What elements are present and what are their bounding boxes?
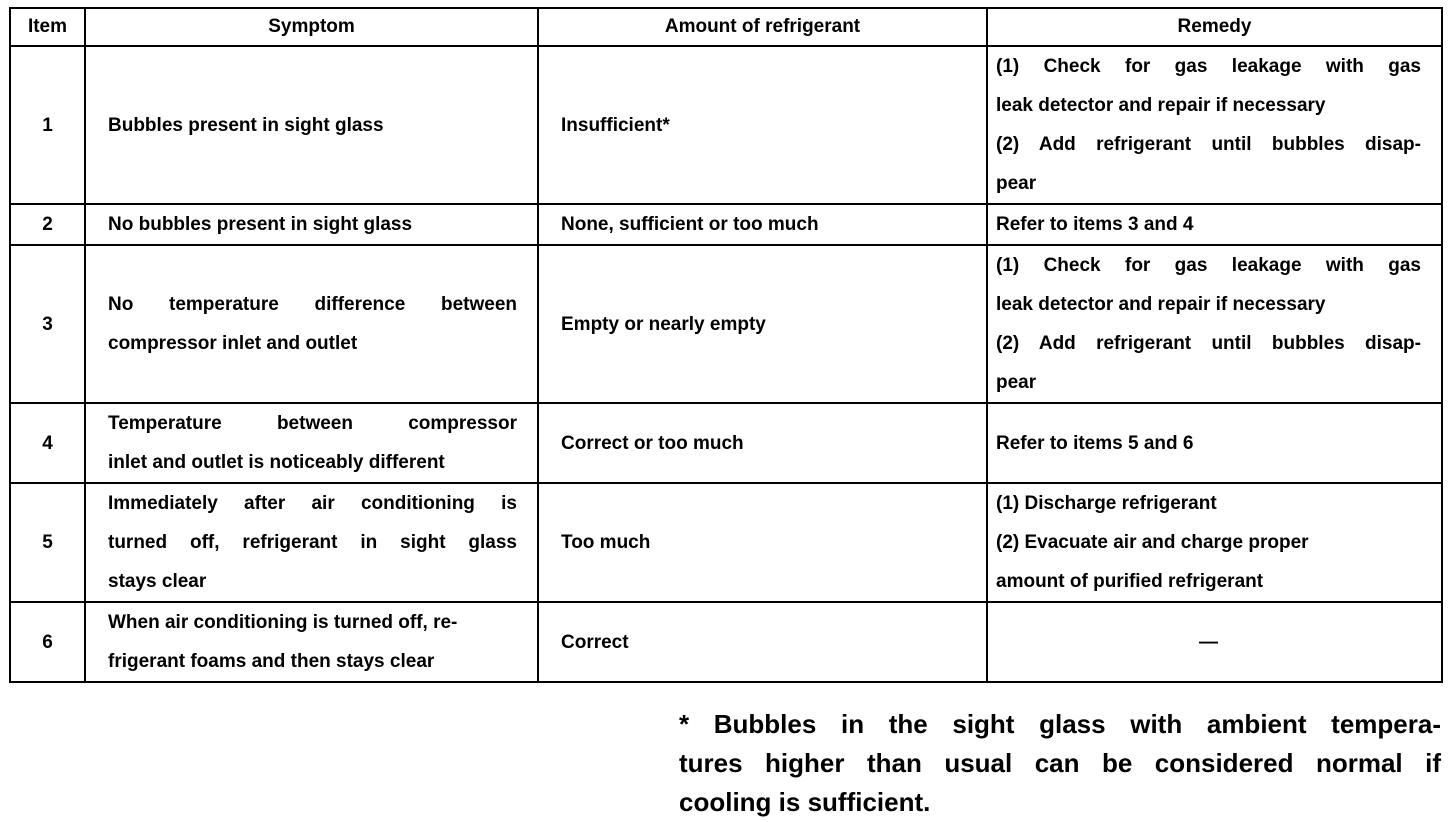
table-row (10, 46, 1442, 204)
amount-cell: Too much (538, 483, 987, 602)
symptom-cell (85, 245, 538, 403)
symptom-line: No temperature difference between (108, 294, 517, 315)
remedy-line: pear (996, 372, 1037, 393)
item-number: 5 (10, 483, 85, 602)
remedy-line: leak detector and repair if necessary (996, 294, 1326, 315)
amount-cell: Insufficient* (538, 46, 987, 204)
remedy-line: (1) Check for gas leakage with gas (996, 255, 1421, 276)
header-item: Item (10, 8, 85, 46)
footnote-line: * Bubbles in the sight glass with ambient tempera- (679, 709, 1441, 739)
table-row (10, 602, 1442, 682)
symptom-cell (85, 483, 538, 602)
item-number: 4 (10, 403, 85, 483)
symptom-line: stays clear (108, 571, 207, 592)
remedy-line: (2) Add refrigerant until bubbles disap- (996, 134, 1421, 155)
symptom-line: Temperature between compressor (108, 413, 517, 434)
remedy-line: (1) Discharge refrigerant (996, 493, 1217, 514)
table-row (10, 403, 1442, 483)
remedy-line: (2) Evacuate air and charge proper (996, 532, 1309, 553)
amount-cell: Correct (538, 602, 987, 682)
item-number: 1 (10, 46, 85, 204)
remedy-cell (987, 46, 1442, 204)
header-symptom: Symptom (85, 8, 538, 46)
remedy-cell: Refer to items 3 and 4 (987, 204, 1442, 245)
symptom-line: compressor inlet and outlet (108, 333, 358, 354)
remedy-line: (2) Add refrigerant until bubbles disap- (996, 333, 1421, 354)
symptom-cell: No bubbles present in sight glass (85, 204, 538, 245)
symptom-cell (85, 403, 538, 483)
remedy-line: leak detector and repair if necessary (996, 95, 1326, 116)
header-amount: Amount of refrigerant (538, 8, 987, 46)
remedy-cell (987, 483, 1442, 602)
amount-cell: Correct or too much (538, 403, 987, 483)
remedy-line: amount of purified refrigerant (996, 571, 1264, 592)
table-row (10, 204, 1442, 245)
amount-cell: Empty or nearly empty (538, 245, 987, 403)
header-remedy: Remedy (987, 8, 1442, 46)
amount-cell: None, sufficient or too much (538, 204, 987, 245)
symptom-cell (85, 602, 538, 682)
table-row (10, 245, 1442, 403)
symptom-cell: Bubbles present in sight glass (85, 46, 538, 204)
symptom-line: inlet and outlet is noticeably different (108, 452, 445, 473)
remedy-line: pear (996, 173, 1037, 194)
footnote-line: cooling is sufficient. (679, 787, 931, 817)
item-number: 3 (10, 245, 85, 403)
symptom-line: When air conditioning is turned off, re- (108, 612, 458, 633)
table-row (10, 483, 1442, 602)
remedy-cell: Refer to items 5 and 6 (987, 403, 1442, 483)
footnote-line: tures higher than usual can be considered normal if (679, 748, 1441, 778)
remedy-line: (1) Check for gas leakage with gas (996, 56, 1421, 77)
item-number: 6 (10, 602, 85, 682)
table-header-row (10, 8, 1442, 46)
symptom-line: frigerant foams and then stays clear (108, 651, 435, 672)
remedy-cell (987, 245, 1442, 403)
symptom-line: Immediately after air conditioning is (108, 493, 517, 514)
symptom-line: turned off, refrigerant in sight glass (108, 532, 517, 553)
refrigerant-diagnosis-table (9, 7, 1443, 683)
remedy-cell: — (987, 602, 1442, 682)
footnote (679, 705, 1441, 822)
item-number: 2 (10, 204, 85, 245)
